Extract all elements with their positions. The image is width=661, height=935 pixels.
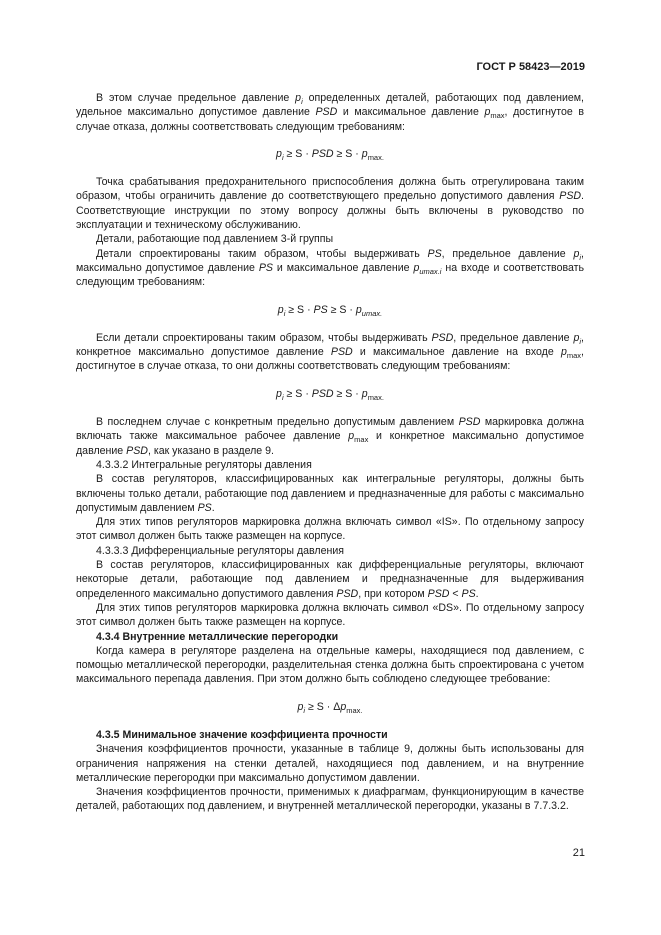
section-heading: 4.3.4 Внутренние металлические перегородки: [96, 630, 339, 643]
paragraph: В этом случае предельное давление $p_i$ определенных деталей, работающих под давлением, удельное максимально допустимое давление PSD и максимальное давление $p_{max}$, достигнутое в случае отказа, должны соответствовать следующим требованиям:: [76, 92, 584, 133]
paragraph: Когда камера в регуляторе разделена на отдельные камеры, находящиеся под давлением, с помощью металлической перегородки, разделительная стенка должна быть спроектирована с учетом максимального перепада давления. При этом должно быть соблюдено следующее требование:: [76, 644, 584, 686]
page-number: 21: [572, 847, 585, 859]
subsection-title: 4.3.3.2 Интегральные регуляторы давления: [96, 458, 312, 471]
paragraph: Для этих типов регуляторов маркировка должна включать символ «IS». По отдельному запросу этот символ должен быть также размещен на корпусе.: [76, 516, 584, 543]
subsection-title: 4.3.3.3 Дифференциальные регуляторы давления: [96, 544, 345, 557]
paragraph: Значения коэффициентов прочности, применимых к диафрагмам, функционирующим в качестве деталей, работающих под давлением, и внутренней металлической перегородки, указаны в 7.7.3.2.: [76, 786, 584, 813]
formula: $p_i \ge S$ · PS ≥ $S \cdot p_{umax.}$: [277, 303, 383, 318]
document-body: [76, 91, 584, 814]
formula: $p_i \ge S$ · PSD ≥ $S \cdot p_{max.}$: [276, 387, 384, 402]
paragraph: В состав регуляторов, классифицированных как интегральные регуляторы, должны быть включены только детали, работающие под давлением и предназначенные для работы с максимально допустимым давлением PS.: [76, 473, 584, 514]
formula: $p_i \ge S$ · PSD ≥ $S \cdot p_{max.}$: [276, 147, 384, 162]
formula: $p_i \ge S \cdot \Delta p_{max.}$: [297, 700, 363, 715]
paragraph: Значения коэффициентов прочности, указанные в таблице 9, должны быть использованы для ограничения напряжения на стенки деталей, находящиеся под давлением, и на внутренние металлические перегородки при максимально допустимом давлении.: [76, 743, 584, 784]
paragraph: Точка срабатывания предохранительного приспособления должна быть отрегулирована таким образом, чтобы ограничить давление до соответствующего предельно допустимого давления PSD. Соответствующие инструкции по этому вопросу должны быть включены в руководство по эксплуатации и техническому обслуживанию.: [76, 176, 584, 232]
paragraph: В состав регуляторов, классифицированных как дифференциальные регуляторы, включают некоторые детали, работающие под давлением и предназначенные для выдерживания определенного максимально допустимого давления PSD, при котором PSD < PS.: [76, 559, 584, 600]
paragraph: Если детали спроектированы таким образом, чтобы выдерживать PSD, предельное давление $p_i$, конкретное максимально допустимое давление PSD и максимальное давление на входе $p_{max}$, достигнутое в случае отказа, то они должны соответствовать следующим требованиям:: [76, 331, 584, 373]
paragraph: Детали спроектированы таким образом, чтобы выдерживать PS, предельное давление $p_i$, максимально допустимое давление PS и максимальное давление $p_{umax.i}$ на входе и соответствовать следующим требованиям:: [76, 247, 585, 289]
paragraph: Детали, работающие под давлением 3-й группы: [96, 233, 334, 246]
section-heading: 4.3.5 Минимальное значение коэффициента прочности: [96, 728, 388, 741]
page-header-standard: ГОСТ Р 58423—2019: [476, 61, 585, 73]
paragraph: В последнем случае с конкретным предельно допустимым давлением PSD маркировка должна включать также максимальное рабочее давление $p_{max}$ и конкретное максимально допустимое давление PSD, как указано в разделе 9.: [76, 416, 584, 457]
paragraph: Для этих типов регуляторов маркировка должна включать символ «DS». По отдельному запросу этот символ должен быть также размещен на корпусе.: [76, 601, 584, 629]
